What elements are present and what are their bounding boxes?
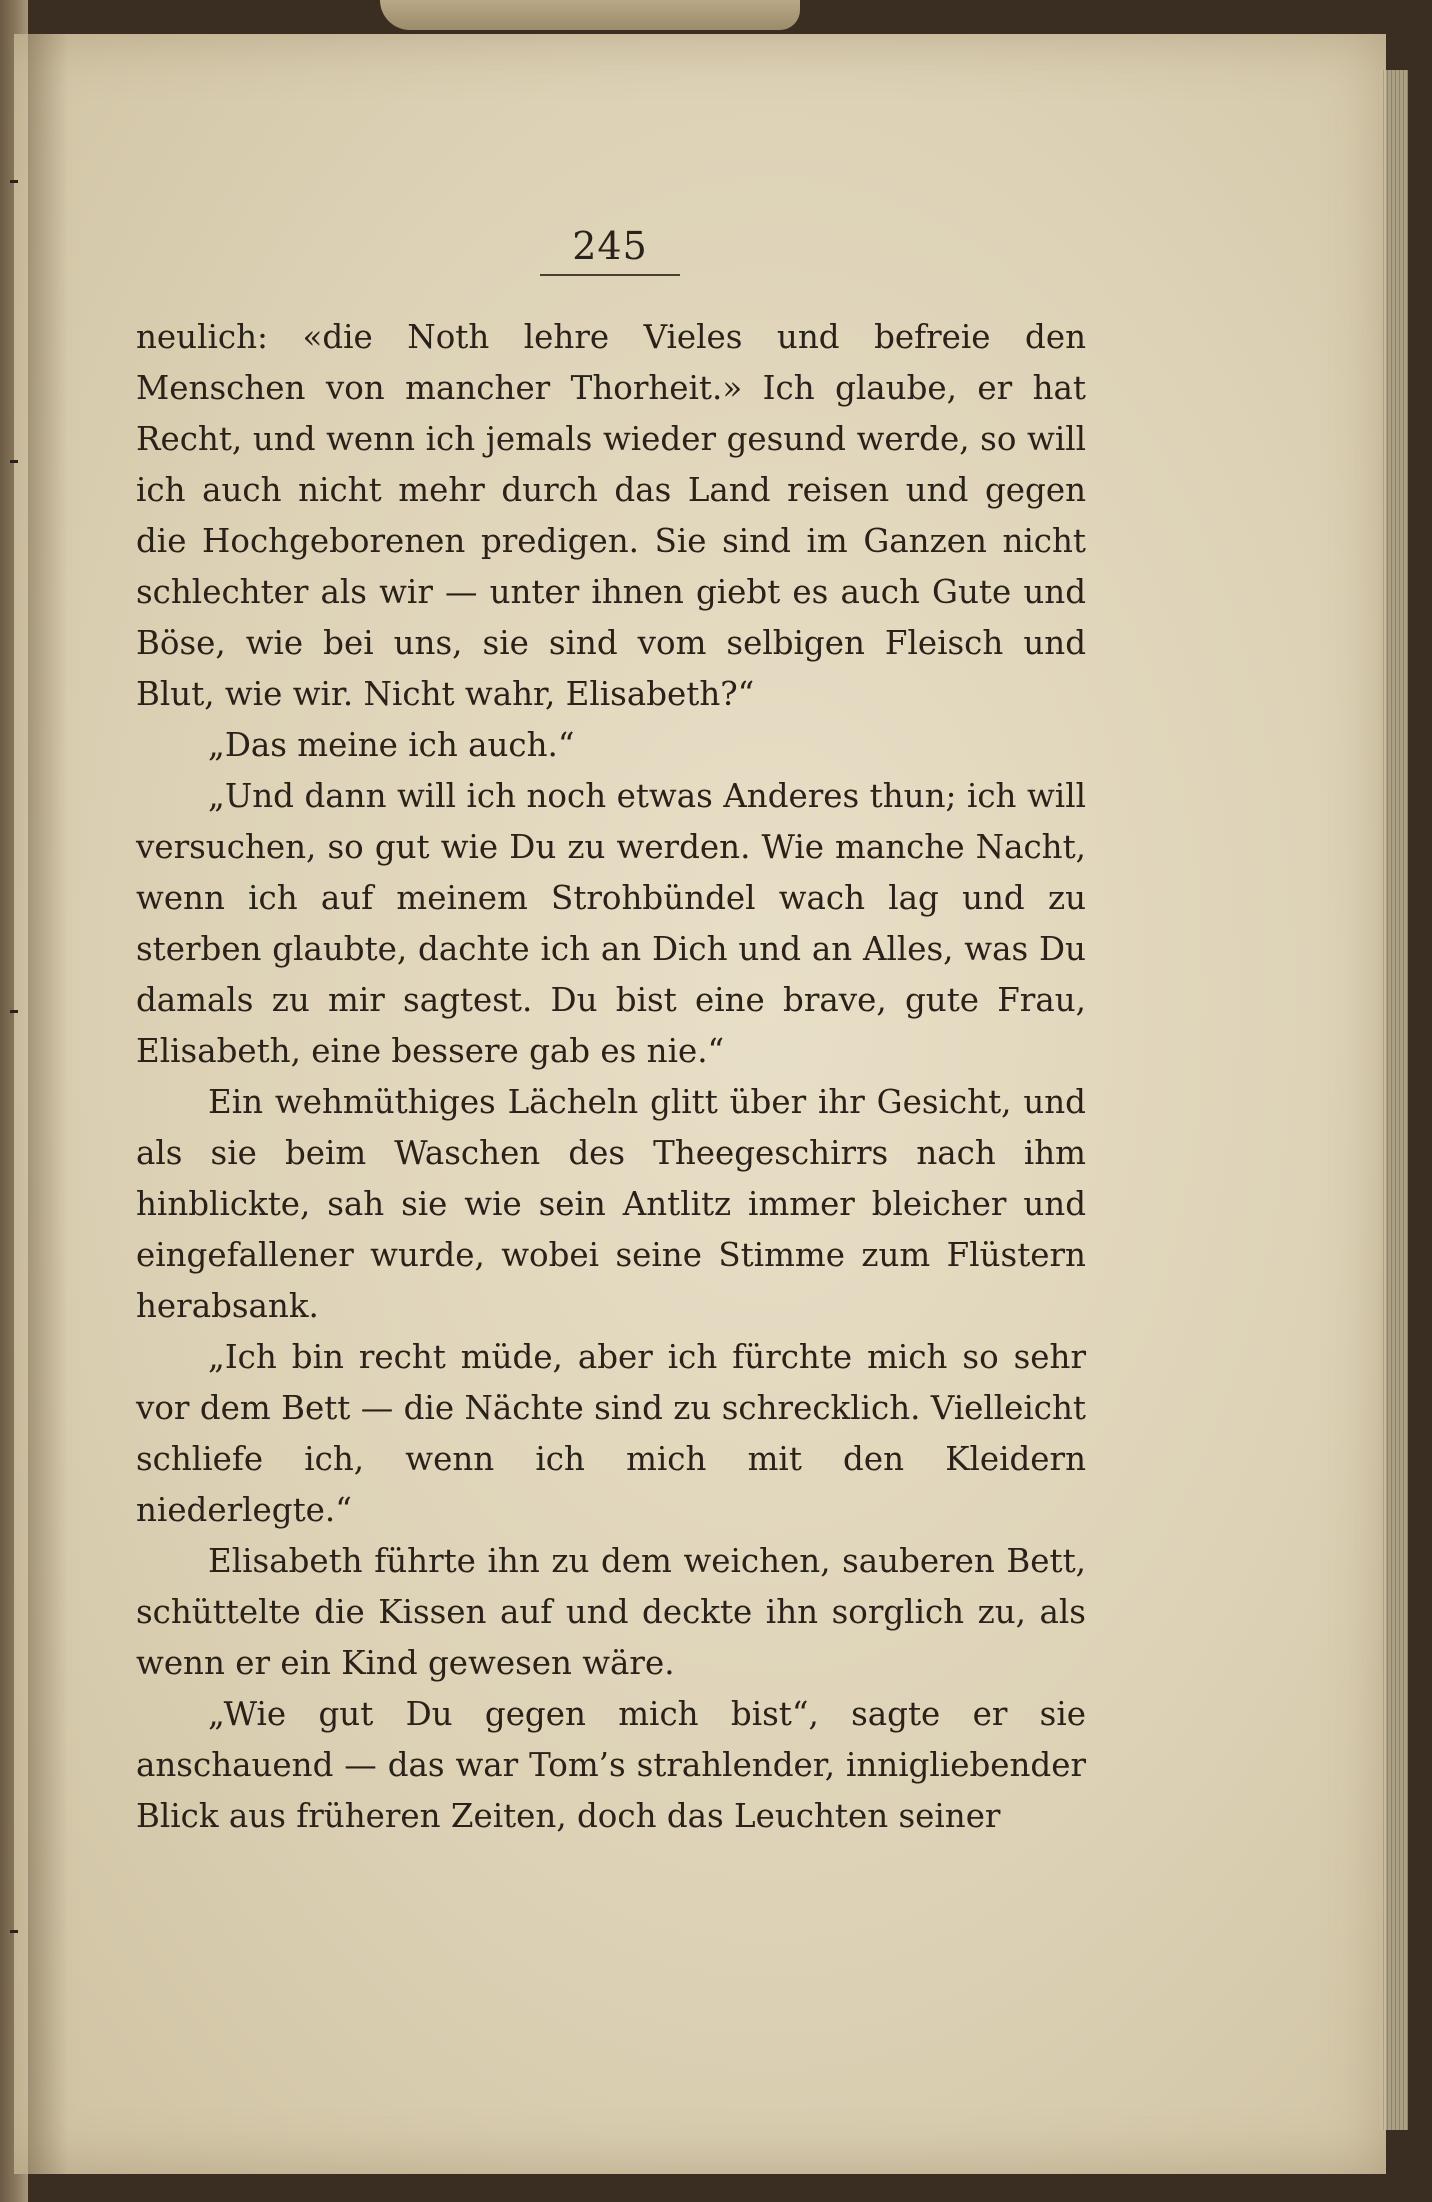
binding-mark — [10, 460, 18, 463]
page-number: 245 — [572, 224, 648, 268]
paragraph: Elisabeth führte ihn zu dem weichen, sauberen Bett, schüttelte die Kissen auf und deckte ihn sorglich zu, als wenn er ein Kind gewesen wäre. — [136, 1542, 1086, 1682]
body-text — [136, 312, 1086, 1842]
binding-mark — [10, 1930, 18, 1933]
page-number-rule — [540, 274, 680, 276]
paragraph: Ein wehmüthiges Lächeln glitt über ihr Gesicht, und als sie beim Waschen des Theegeschirrs nach ihm hinblickte, sah sie wie sein Antlitz immer bleicher und eingefallener wurde, wobei seine Stimme zum Flüstern herabsank. — [136, 1083, 1086, 1325]
paragraph: „Und dann will ich noch etwas Anderes thun; ich will versuchen, so gut wie Du zu werden. Wie manche Nacht, wenn ich auf meinem Strohbündel wach lag und zu sterben glaubte, dachte ich an Dich und an Alles, was Du damals zu mir sagtest. Du bist eine brave, gute Frau, Elisabeth, eine bessere gab es nie.“ — [136, 777, 1086, 1070]
binding-mark — [10, 1010, 18, 1013]
torn-page-edge — [380, 0, 800, 30]
paragraph: „Das meine ich auch.“ — [208, 726, 575, 764]
gutter-shadow — [28, 34, 68, 2174]
binding-mark — [10, 180, 18, 183]
paragraph: neulich: «die Noth lehre Vieles und befreie den Menschen von mancher Thorheit.» Ich glaube, er hat Recht, und wenn ich jemals wieder gesund werde, so will ich auch nicht mehr durch das Land reisen und gegen die Hochgeborenen predigen. Sie sind im Ganzen nicht schlechter als wir — unter ihnen giebt es auch Gute und Böse, wie bei uns, sie sind vom selbigen Fleisch und Blut, wie wir. Nicht wahr, Elisabeth?“ — [136, 318, 1086, 713]
paragraph: „Ich bin recht müde, aber ich fürchte mich so sehr vor dem Bett — die Nächte sind zu schrecklich. Vielleicht schliefe ich, wenn ich mich mit den Kleidern niederlegte.“ — [136, 1338, 1086, 1529]
page-block-edges — [1380, 70, 1408, 2130]
paragraph: „Wie gut Du gegen mich bist“, sagte er sie anschauend — das war Tom’s strahlender, innigliebender Blick aus früheren Zeiten, doch das Leuchten seiner — [136, 1695, 1086, 1835]
